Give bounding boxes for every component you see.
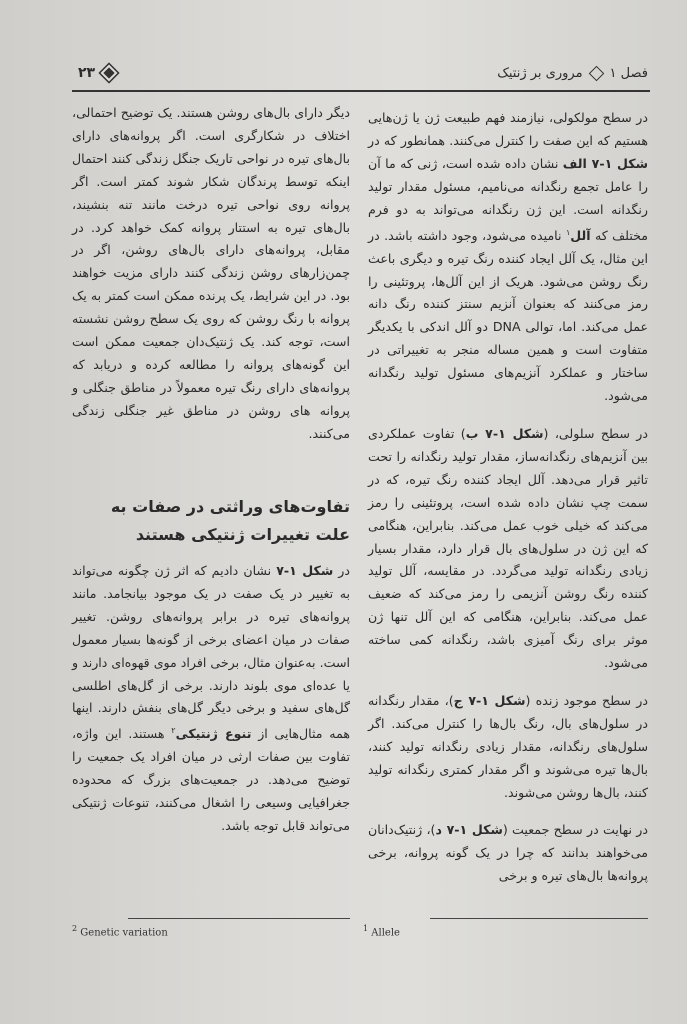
diamond-outline-icon [588, 66, 604, 82]
page-number-group [78, 65, 123, 81]
footnote-rule-left [128, 918, 350, 919]
key-term-genetic-variation: تنوع ژنتیکی [175, 726, 252, 742]
paragraph-population [368, 819, 648, 888]
header-rule [72, 90, 650, 92]
text-run: در سطح موجود زنده ( [525, 692, 648, 708]
figure-ref: شکل ۱-۷ ج [453, 692, 526, 708]
text-run: )، ژنتیک‌دانان می‌خواهند بدانند که چرا در یک گونه پروانه، برخی پروانه‌ها بال‌های تیره و برخی [368, 822, 648, 884]
figure-ref: شکل ۱-۷ [276, 563, 334, 578]
paragraph-variation [72, 560, 350, 838]
footnote-number: 2 [72, 924, 78, 933]
chapter-title [497, 66, 648, 81]
page-number: ۲۳ [78, 65, 96, 81]
left-column-bottom [72, 560, 350, 838]
section-heading: تفاوت‌های وراثتی در صفات به علت تغییرات ژنتیکی هستند [110, 497, 350, 544]
text-run: نامیده می‌شود، وجود داشته باشد. در این مثال، یک آلل ایجاد کننده رنگ تیره و دیگری باعث رنگ روشن می‌شود. هریک از این آلل‌ها، پروتئینی را رمز می‌کنند که بعنوان آنزیم سنتز کننده رنگ دانه عمل می‌کند. اما، توالی DNA دو آلل اندکی با یکدیگر متفاوت است و همین مساله منجر به تغییراتی در ساختار و عملکرد آنزیم‌های مسئول تولید رنگدانه می‌شود. [368, 227, 648, 404]
text-run: )، مقدار رنگدانه در سلول‌های بال، رنگ بال‌ها را کنترل می‌کند. اگر سلول‌های رنگدانه، مقدار زیادی رنگدانه تولید کنند، بال‌ها تیره می‌شوند و اگر مقدار کمتری رنگدانه تولید کنند، بال‌ها روشن می‌شوند. [368, 692, 648, 800]
footnote-text: Allele [371, 927, 400, 939]
chapter-label: فصل ۱ [609, 66, 648, 81]
footnote-allele [363, 924, 400, 938]
text-run: در سطح سلولی، ( [543, 425, 648, 441]
footnote-genetic-variation [72, 924, 168, 938]
text-run: در سطح مولکولی، نیازمند فهم طبیعت ژن یا ژن‌هایی هستیم که این صفت را کنترل می‌کنند. همانطور که در [368, 110, 648, 148]
footnote-marker: ۱ [565, 227, 571, 237]
text-run: ) تفاوت عملکردی بین آنزیم‌های رنگدانه‌ساز، مقدار تولید رنگدانه را تحت تاثیر قرار می‌دهد. آلل ایجاد کننده رنگ تیره، که در سمت چپ نشان داده شده است، پروتئینی را رمز می‌کند که خیلی خوب عمل می‌کند. بنابراین، هنگامی که این ژن در سلول‌های بال قرار دارد، مقدار بسیار زیادی رنگدانه تولید می‌گردد. در مقایسه، آلل تولید کننده رنگ روشن آنزیمی را رمز می‌کند که ضعیف عمل می‌کند. بنابراین، هنگامی که این آلل تنها ژن موثر برای رنگ آمیزی باشد، رنگدانه کمی ساخته می‌شود. [368, 425, 648, 671]
footnote-text: Genetic variation [80, 927, 168, 939]
text-run: نشان دادیم که اثر ژن چگونه می‌تواند به تغییر در یک صفت در یک موجود بیانجامد. مانند پروانه‌های تیره در برابر پروانه‌های روشن. تغییر صفات در میان اعضای برخی از گونه‌ها بسیار معمول است. به‌عنوان مثال، برخی افراد موی قهوه‌ای دارند و یا عده‌ای موی بلوند دارند. برخی از گل‌های اطلسی گل‌های سفید و برخی دیگر گل‌های بنفش دارند. اینها همه مثال‌هایی از [72, 563, 350, 742]
key-term-allele: آلل [570, 227, 591, 243]
left-column-top [72, 102, 350, 446]
footnote-rule-right [430, 918, 648, 919]
figure-ref: شکل ۱-۷ ب [465, 425, 544, 441]
paragraph-cellular [368, 423, 648, 675]
figure-ref: شکل ۱-۷ د [435, 822, 503, 838]
diamond-filled-icon [103, 67, 114, 78]
right-column [368, 107, 648, 888]
figure-ref: شکل ۱-۷ الف [562, 155, 648, 171]
text-run: نشان داده شده است، ژنی که ما آن را عامل تجمع رنگدانه می‌نامیم، مسئول مقدار تولید رنگدانه است. این ژن رنگدانه می‌تواند به دو فرم مختلف که [368, 155, 649, 243]
paragraph-organism [368, 690, 648, 805]
footnote-number: 1 [363, 924, 369, 933]
chapter-name: مروری بر ژنتیک [497, 66, 583, 81]
paragraph-molecular [368, 107, 648, 408]
text-run: در نهایت در سطح جمعیت ( [502, 822, 648, 838]
text-run: در [333, 563, 350, 578]
footnote-marker: ۲ [171, 726, 176, 736]
paragraph-continued: دیگر دارای بال‌های روشن هستند. یک توضیح احتمالی، اختلاف در شکارگری است. اگر پروانه‌های دارای بال‌های تیره در نواحی تاریک جنگل زندگی کنند احتمال اینکه توسط پرندگان شکار شوند کمتر است. اگر پروانه روی نواحی تیره درخت مانند تنه بنشیند، بال‌های تیره به استتار پروانه کمک خواهد کرد. در مقابل، پروانه‌های دارای بال‌های روشن، اگر در چمن‌زارهای روشن زندگی کنند دارای مزیت خواهند بود. در این شرایط، یک پرنده ممکن است کمتر به یک پروانه با رنگ روشن که روی یک سطح روشن نشسته است، توجه کند. یک ژنتیک‌دان جمعیت ممکن است این گونه‌های پروانه را مطالعه کرده و دریابد که پروانه‌های دارای رنگ تیره معمولاً در مناطق جنگلی و پروانه های روشن در مناطق غیر جنگلی زندگی می‌کنند. [72, 105, 350, 441]
text-run: هستند. این واژه، تفاوت بین صفات ارثی در میان افراد یک جمعیت را توضیح می‌دهد. در جمعیت‌های بزرگ که محدوده جغرافیایی وسیعی را اشغال می‌کنند، تنوعات ژنتیکی می‌تواند قابل توجه باشد. [72, 726, 350, 834]
running-header [72, 62, 650, 88]
